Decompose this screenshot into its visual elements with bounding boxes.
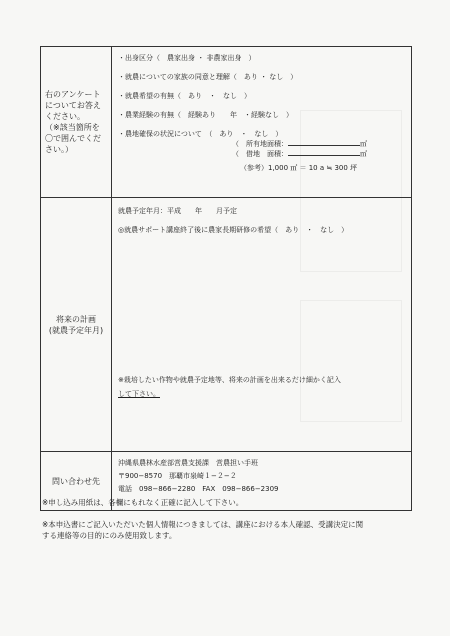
- contact-label: 問い合わせ先: [41, 452, 112, 511]
- survey-label-line: についてお答え: [45, 101, 101, 110]
- plan-instruction: [118, 375, 411, 385]
- note-complete-all-fields: ※申し込み用紙は、各欄にもれなく正確に記入して下さい。: [42, 498, 244, 507]
- training-hope-question[interactable]: ◎就農サポート講座終了後に農家長期研修の希望（ あり ・ なし ）: [118, 226, 349, 234]
- owned-land-label: （ 所有地面積：: [232, 140, 288, 148]
- plan-instruction-line1: ※栽培したい作物や就農予定地等、将来の計画を出来るだけ細かく記入: [118, 376, 341, 384]
- plan-instruction-line2: して下さい。: [118, 390, 160, 398]
- survey-content: [112, 47, 412, 198]
- rented-land-unit: ㎡: [360, 150, 367, 158]
- application-table: [40, 46, 412, 511]
- survey-label-line: 右のアンケート: [45, 90, 101, 99]
- owned-land-unit: ㎡: [360, 140, 367, 148]
- rented-land-label: （ 借地 面積：: [232, 150, 288, 158]
- note-privacy-line2: する連絡等の目的にのみ使用致します。: [42, 531, 177, 540]
- note-privacy-line1: ※本申込書にご記入いただいた個人情報につきましては、講座における本人確認、受講決定に関: [42, 520, 364, 529]
- owned-land-field[interactable]: [232, 139, 411, 149]
- survey-label-line: （※該当箇所を: [45, 123, 100, 132]
- survey-label-line: さい。）: [45, 145, 73, 154]
- area-conversion-note: （参考）1,000 ㎡ ＝ 10 a ≒ 300 坪: [240, 164, 358, 172]
- contact-department: 沖縄県農林水産部営農支援課 営農担い手班: [118, 459, 258, 467]
- plan-instruction-cont: [118, 389, 411, 399]
- plan-content[interactable]: [112, 198, 412, 452]
- family-consent-question[interactable]: ・就農についての家族の同意と理解（ あり ・ なし ）: [118, 73, 298, 81]
- contact-address: 〒900−8570 那覇市泉崎１−２−２: [118, 472, 237, 480]
- farming-intent-question[interactable]: ・就農希望の有無（ あり ・ なし ）: [118, 92, 251, 100]
- rented-land-field[interactable]: [232, 149, 411, 159]
- schedule-field[interactable]: 就農予定年月：平成 年 月予定: [118, 207, 237, 215]
- origin-question[interactable]: ・出身区分（ 農家出身 ・ 非農家出身 ）: [118, 54, 256, 62]
- survey-label-line: ください。: [45, 112, 85, 121]
- plan-label-line: (就農予定年月): [48, 325, 104, 335]
- survey-label: [41, 47, 112, 198]
- plan-label-line: 将来の計画: [56, 314, 96, 324]
- plan-row: [41, 198, 412, 452]
- contact-phone: 電話 098−866−2280 FAX 098−866−2309: [118, 485, 279, 493]
- land-status-question[interactable]: ・農地確保の状況について （ あり ・ なし ）: [118, 130, 283, 138]
- plan-label: [41, 198, 112, 452]
- survey-row: [41, 47, 412, 198]
- farming-experience-question[interactable]: ・農業経験の有無（ 経験あり 年 ・経験なし ）: [118, 111, 293, 119]
- survey-label-line: 〇で囲んでくだ: [45, 134, 101, 143]
